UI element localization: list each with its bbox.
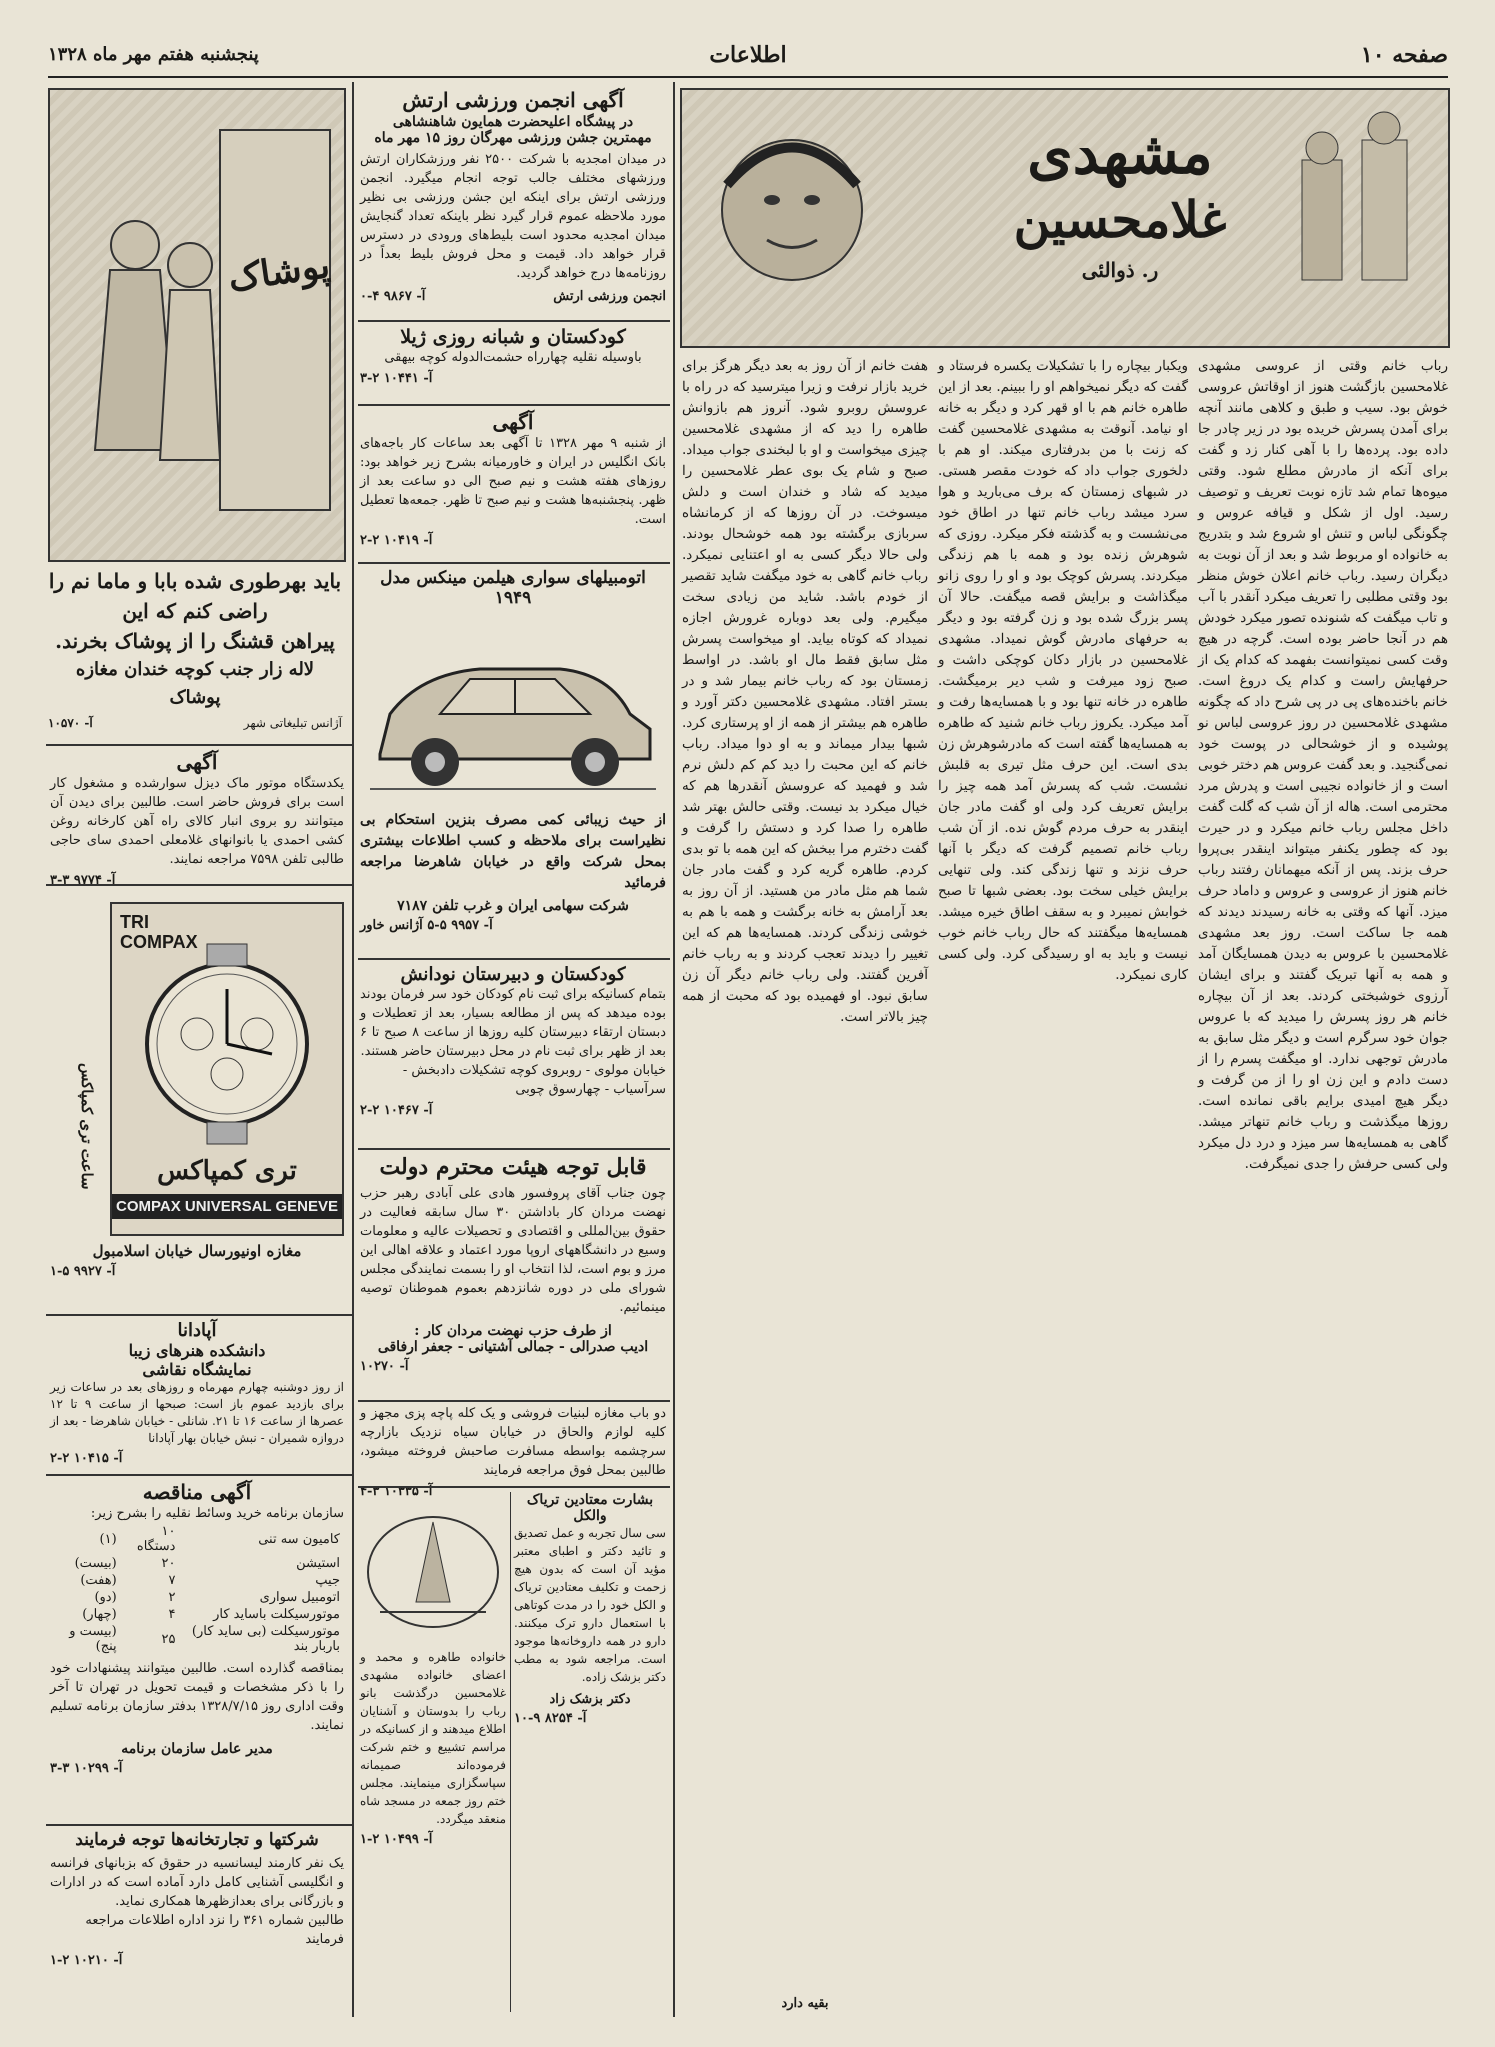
- car-illustration: [360, 614, 666, 804]
- tender-title: آگهی مناقصه: [142, 1480, 252, 1504]
- apadana-subtitle1: دانشکده هنرهای زیبا: [128, 1341, 266, 1360]
- divider: [46, 744, 352, 746]
- divider: [358, 1148, 670, 1150]
- pooshak-drawing: [50, 90, 344, 560]
- ad-government-body: چون جناب آقای پروفسور هادی علی آبادی رهبر حزب نهضت مردان کار باداشتن ۳۰ سال سابقه فعالیت در حقوق بین‌المللی و اقتصادی و تحصیلات عالیه و معلومات وسیع در دانشگاههای اروپا مورد اعتماد و علاقه اهالی این مرز و بوم است، لذا انتخاب او را بسمت نمایندگی مجلس شورای ملی در دوره شانزدهم بعموم هموطنان توصیه مینمائیم.: [360, 1186, 666, 1315]
- table-row: [50, 1623, 344, 1655]
- to-be-continued: بقیه دارد: [781, 1996, 829, 2011]
- ad-shop-body: دو باب مغازه لبنیات فروشی و یک کله پاچه پزی مجهز و کلیه لوازم والحاق در خیابان سیاه نزدیک بازارچه سرچشمه بواسطه مسافرت صاحبش فروخته میشود، طالبین بمحل فوق مراجعه فرمایند: [360, 1406, 666, 1478]
- divider: [46, 884, 352, 886]
- tender-item-note: (بیست): [74, 1556, 117, 1571]
- table-row: [50, 1555, 344, 1572]
- ad-nowdanesh-address: خیابان مولوی - روبروی کوچه تشکیلات دادبخش - سرآسیاب - چهارسوق چوبی: [402, 1063, 666, 1097]
- ad-car-code: آ- ۹۹۵۷ ۵-۵ آژانس خاور: [360, 918, 493, 933]
- ad-sports-subtitle: در پیشگاه اعلیحضرت همایون شاهنشاهی: [392, 114, 634, 130]
- ad-kindergarten-nowdanesh: [360, 964, 666, 1146]
- ad-shop-sale: [360, 1404, 666, 1499]
- table-row: [50, 1523, 344, 1555]
- ad-kindergarten-zhila: [360, 326, 666, 402]
- ad-government-code: آ- ۱۰۲۷۰: [360, 1359, 409, 1374]
- ad-tender: [50, 1480, 344, 1820]
- tender-item-note: (دو): [94, 1590, 117, 1605]
- story-title-line1: مشهدی: [1027, 119, 1213, 187]
- tender-item-qty: ۷: [168, 1573, 176, 1588]
- tender-item-note: (بیست و پنج): [69, 1624, 117, 1654]
- tender-table: [50, 1523, 344, 1655]
- tender-item-qty: ۲۵: [161, 1631, 176, 1647]
- column-rule: [352, 82, 354, 2017]
- tender-body: بمناقصه گذارده است. طالبین میتوانند پیشنهادات خود را با ذکر مشخصات و قیمت تحویل در تهران تا آخر وقت اداری روز ۱۳۲۸/۷/۱۵ بدفتر سازمان برنامه تسلیم نمایند.: [50, 1661, 344, 1733]
- ad-sports: [360, 88, 666, 318]
- watch-brand-top: TRI COMPAX: [120, 912, 198, 952]
- table-row: [50, 1589, 344, 1606]
- ad-obituary-body: خانواده طاهره و محمد و اعضای خانواده مشهدی غلامحسین درگذشت بانو رباب را بدوستان و آشنایان اطلاع میدهند و از کسانیکه در مراسم تشییع و ختم شرکت فرموده‌اند صمیمانه سپاسگزاری مینمایند. مجلس ختم روز جمعه در مسجد شاه منعقد میگردد.: [360, 1650, 506, 1826]
- ad-sports-code: آ- ۹۸۶۷ ۴-۰: [360, 289, 426, 304]
- divider: [46, 1824, 352, 1826]
- tender-item-name: کامیون سه تنی: [258, 1531, 340, 1547]
- ad-car-company: شرکت سهامی ایران و غرب تلفن ۷۱۸۷: [397, 898, 629, 914]
- column-rule: [510, 1492, 511, 2012]
- page-header: [48, 36, 1448, 78]
- tender-code: آ- ۱۰۲۹۹ ۳-۳: [50, 1761, 123, 1776]
- watch-illustration: [110, 902, 344, 1236]
- newspaper-name: اطلاعات: [709, 42, 787, 68]
- divider: [358, 562, 670, 564]
- ad-apadana: [50, 1320, 344, 1470]
- ad-government-title: قابل توجه هیئت محترم دولت: [379, 1154, 647, 1180]
- ad-obituary-code: آ- ۱۰۴۹۹ ۲-۱: [360, 1832, 433, 1847]
- apadana-code: آ- ۱۰۴۱۵ ۲-۲: [50, 1451, 123, 1466]
- pooshak-code: آ- ۱۰۵۷۰: [48, 716, 93, 730]
- ad-shop-code: آ- ۱۰۳۳۵ ۳-۴: [360, 1484, 433, 1499]
- issue-date: پنجشنبه هفتم مهر ماه ۱۳۲۸: [48, 44, 259, 65]
- tender-intro: سازمان برنامه خرید وسائط نقلیه را بشرح زیر:: [90, 1506, 344, 1521]
- car-drawing: [360, 614, 666, 804]
- ad-government-sig-title: از طرف حزب نهضت مردان کار :: [414, 1323, 612, 1339]
- table-row: [50, 1606, 344, 1623]
- companies-code: آ- ۱۰۲۱۰ ۲-۱: [50, 1953, 123, 1968]
- ad-zhila-body: باوسیله نقلیه چهارراه حشمت‌الدوله کوچه بیهقی: [384, 350, 642, 365]
- ad-sports-line: مهمترین جشن ورزشی مهرگان روز ۱۵ مهر ماه: [374, 130, 652, 146]
- ad-nowdanesh-body: بتمام کسانیکه برای ثبت نام کودکان خود سر فرمان بودند بوده میدهد که پس از مطالعه بسیار، بعد از تعطیلات و دبستان ارتقاء دبیرستان کلیه روزها از ساعت ۸ صبح تا ۶ بعد از ظهر برای ثبت نام در محل دبیرستان حاضر هستند.: [360, 987, 666, 1059]
- divider: [358, 1400, 670, 1402]
- ad-car-body: از حیث زیبائی کمی مصرف بنزین استحکام بی نظیراست برای ملاحظه و کسب اطلاعات بیشتری بمحل شرکت واقع در خیابان شاهرضا مراجعه فرمائید: [360, 812, 666, 891]
- tender-item-qty: ۴: [168, 1607, 176, 1622]
- ad-obituary: [360, 1492, 506, 2014]
- story-author: ر. ذوالئی: [1081, 258, 1159, 282]
- ad-sale-code: آ- ۹۷۷۴ ۳-۳: [50, 873, 116, 888]
- apadana-body: از روز دوشنبه چهارم مهرماه و روزهای بعد در ساعات زیر برای بازدید عموم باز است: صبحها از ساعت ۹ تا ۱۲ عصرها از ساعت ۱۶ تا ۲۱. شانلی - خیابان شاهرضا - بعد از دروازه شمیران - نبش خیابان بهار آپادانا: [50, 1380, 345, 1445]
- divider: [46, 1314, 352, 1316]
- emblem-drawing: [360, 1492, 506, 1642]
- ad-sports-body: در میدان امجدیه با شرکت ۲۵۰۰ نفر ورزشکاران ارتش ورزشهای مختلف جالب توجه انجام میگیرد. انجمن ورزشی ارتش برای اینکه این جشن ورزشی بی نظیر مورد ملاحظه عموم قرار گیرد نظر باینکه تعداد گنجایش میدان امجدیه محدود است بلیط‌های ورودی در دسترس قرار خواهد داد. قیمت و محل فروش بلیط بعداً در روزنامه‌ها درج خواهد گردید.: [360, 152, 666, 281]
- tender-item-name: اتومبیل سواری: [259, 1590, 340, 1605]
- tender-item-name: استیشن: [296, 1556, 340, 1571]
- tender-item-name: جیپ: [315, 1573, 340, 1588]
- ad-nowdanesh-title: کودکستان و دبیرستان نودانش: [400, 964, 626, 985]
- column-rule: [673, 82, 675, 2017]
- ad-sale-notice: [50, 750, 344, 888]
- ad-addiction-body: سی سال تجربه و عمل تصدیق و تائید دکتر و اطبای معتبر مؤید آن است که بدون هیچ زحمت و تکلیف معتادین تریاک و الکل خود را در مدت کوتاهی با استعمال دارو ترک میکنند. دارو در همه داروخانه‌ها موجود است. مراجعه شود به مطب دکتر بزشک زاده.: [514, 1526, 666, 1684]
- tender-signature: مدیر عامل سازمان برنامه: [121, 1741, 273, 1757]
- pooshak-headline1: باید بهرطوری شده بابا و ماما نم را راضی کنم که این: [48, 569, 342, 623]
- companies-title: شرکتها و تجارتخانه‌ها توجه فرمایند: [75, 1830, 319, 1850]
- story-column-1: رباب خانم وقتی از عروسی مشهدی غلامحسین بازگشت هنوز از اوقاتش عروسی خوش بود. سیب و طبق و کلاهی مانند آنچه برای آمدن پسرش خریده بود در زیر چادر جا داده بود. پرده‌ها را با آهی کنار زد و گفت برای آنکه از مادرش مطلع شود. وقتی میوه‌ها تمام شد تازه نوبت تعریف و توصیف رسید. اول از شکل و قیافه عروس و چگونگی لباس و تنش او شروع شد و بتدریج به خانواده او مربوط شد و بعد از آن نوبت به دیگران رسید. رباب خانم اعلان خوش منظر بود وقتی مطلبی را تعریف میکرد آنقدر با آب و تاب میگفت که شنونده تصور میکرد خودش هم در آنجا حاضر بوده است. گرچه در هیچ وقت کسی نمیتوانست بفهمد که کدام یک از حرفهایش راست و کدام یک دروغ است. خانم باخنده‌های پی در پی شرح داد که چگونه مشهدی غلامحسین در روز عروسی لباس نو پوشیده و از خوشحالی در پوست خود نمی‌گنجید. و بعد گفت عروس هم دختر خوبی است و از خانواده نجیبی است و پدرش مرد محترمی است. هاله از آن شب که گلت گفت داخل مجلس رباب خانم میکرد و در حیرت بود که چطور یکنفر میتواند اینقدر بی‌پروا حرف بزند. پس از آنکه میهمانان رفتند رباب خانم هنوز از عروسی و عروس و داماد حرف میزد. آنها که وقتی به خانه رسیدند دیدند که همه جا ساکت است. روز بعد مشهدی غلامحسین با عروس به دیدن همسایگان آمد و همه به آنها تبریک گفتند و برای ایشان آرزوی خوشبختی کردند. بعد از آن بیچاره خانم هر روز پسرش را میدید که با عروس جوان خود سرگرم است و دیگر مثل سابق به مادرش توجهی ندارد. او میگفت پسرم را از دست دادم و این زن او را از من گرفت و دیگر هیچ امیدی برایم باقی نمانده است. روزها میگذشت و رباب خانم تنهاتر میشد. گاهی به همسایه‌ها سر میزد و درد دل میکرد ولی کسی حرفش را جدی نمیگرفت.: [1198, 358, 1448, 1172]
- ad-sale-title: آگهی: [176, 750, 218, 774]
- ad-sale-body: یکدستگاه موتور ماک دیزل سوارشده و مشغول کار است برای فروش حاضر است. طالبین برای دیدن آن میتوانند رو بروی انبار کالای راه آهن کارخانه روغن کشی احمدی یا بانوانهای غلامعلی احمدی سای حاجی طالبی تلفن ۷۵۹۸ مراجعه نمایند.: [50, 776, 344, 867]
- divider: [358, 1486, 670, 1488]
- ad-nowdanesh-code: آ- ۱۰۴۶۷ ۲-۲: [360, 1103, 433, 1118]
- divider: [358, 958, 670, 960]
- tender-item-note: (چهار): [82, 1607, 117, 1622]
- ad-addiction-code: آ- ۸۲۵۴ ۹-۱۰: [514, 1711, 587, 1726]
- story-header: [680, 88, 1450, 348]
- ad-notice-title: آگهی: [492, 410, 534, 434]
- page-number: صفحه ۱۰: [1360, 42, 1448, 68]
- companies-contact: طالبین شماره ۳۶۱ را نزد اداره اطلاعات مراجعه فرمایند: [85, 1913, 344, 1947]
- apadana-subtitle2: نمایشگاه نقاشی: [142, 1360, 252, 1379]
- watch-shop: مغازه اونیورسال خیابان اسلامبول: [92, 1242, 302, 1260]
- companies-body: یک نفر کارمند لیسانسیه در حقوق که بزبانهای فرانسه و انگلیسی آشنایی کامل دارد آماده است که در ادارات و بازرگانی برای بعدازظهرها همکاری نماید.: [50, 1856, 344, 1909]
- pooshak-agency: آژانس تبلیغاتی شهر: [243, 716, 342, 730]
- ad-notice: [360, 410, 666, 560]
- ad-companies: [50, 1830, 344, 2014]
- divider: [358, 404, 670, 406]
- watch-code: آ- ۹۹۲۷ ۵-۱: [50, 1264, 116, 1279]
- story-column-3: هفت خانم از آن روز به بعد دیگر هرگز برای خرید بازار نرفت و زیرا میترسید که در راه با عروسش روبرو شود. آنروز هم بازوانش طاهره را دید که از مشهدی غلامحسین چیزی میخواست و او با لبخندی جواب میداد. صبح و شام یک بوی عطر غلامحسین را میدید که شاد و خندان است و دلش میسوخت. در آن روزها که از کرمانشاه سربازی برگشته بود همه خوشحال بودند. ولی حالا دیگر کسی به او اعتنایی نمیکرد. رباب خانم گاهی به خود میگفت شاید تقصیر از خودم باشد. شاید من زیادی سخت میگیرم. ولی بعد دوباره غرورش اجازه نمیداد که کوتاه بیاید. او میخواست پسرش مثل سابق فقط مال او باشد. در اواسط زمستان بود که رباب خانم بیمار شد و در بستر افتاد. مشهدی غلامحسین دکتر آورد و طاهره هم بیشتر از همه از او پرستاری کرد. شبها بیدار میماند و به او دوا میداد. رباب خانم که این محبت را دید کم کم دلش نرم شد و فهمید که عروسش آنقدرها هم که خیال میکرد بد نیست. وقتی حالش بهتر شد طاهره را صدا کرد و دستش را گرفت و گفت دخترم مرا ببخش که این همه با تو بدی کردم. طاهره گریه کرد و گفت مادر جان شما هم مثل مادر من هستید. از آن روز به بعد آرامش به خانه برگشت و همه با هم به خوشی زندگی کردند. همسایه‌ها هم که این تغییر را دیدند تعجب کردند و به رباب خانم آفرین گفتند. ولی رباب خانم دیگر آن زن سابق نبود. او فهمیده بود که محبت از همه چیز بالاتر است.: [682, 358, 928, 1025]
- ad-zhila-code: آ- ۱۰۴۴۱ ۲-۳: [360, 371, 433, 386]
- ad-addiction-signature: دکتر بزشک زاد: [549, 1692, 631, 1707]
- tender-item-qty: ۲۰: [161, 1556, 176, 1571]
- watch-side-text: ساعت تری کمپاکس: [78, 1063, 96, 1190]
- ad-sports-title: آگهی انجمن ورزشی ارتش: [402, 88, 624, 112]
- divider: [358, 320, 670, 322]
- ad-car-title: اتومبیلهای سواری هیلمن مینکس مدل ۱۹۴۹: [380, 568, 646, 608]
- table-row: [50, 1572, 344, 1589]
- story-title-line2: غلامحسین: [1013, 190, 1227, 249]
- tender-item-note: (۱): [99, 1531, 117, 1547]
- divider: [46, 1474, 352, 1476]
- ad-addiction: [514, 1492, 666, 2014]
- obituary-emblem: [360, 1492, 506, 1642]
- tender-item-name: موتورسیکلت (بی ساید کار) باربار بند: [191, 1624, 340, 1654]
- tender-item-qty: ۲: [168, 1590, 176, 1605]
- ad-zhila-title: کودکستان و شبانه روزی ژیلا: [400, 326, 626, 348]
- story-column-2: ویکبار بیچاره را با تشکیلات یکسره فرستاد و گفت که دیگر نمیخواهم او را ببینم. بعد از این طاهره خانم هم با او قهر کرد و دیگر به خانه او نیامد. آنوقت به مشهدی غلامحسین گفت که زنت با من بدرفتاری میکند. او هم با دلخوری جواب داد که خودت مقصر هستی. در شبهای زمستان که برف می‌بارید و هوا سرد میشد رباب خانم تنها در اطاق خود می‌نشست و به گذشته فکر میکرد. روزی که شوهرش زنده بود و همه با هم زندگی میکردند. پسرش کوچک بود و او را روی زانو میگذاشت و برایش قصه میگفت. حالا آن پسر بزرگ شده بود و زن گرفته بود و دیگر به حرفهای مادرش گوش نمیداد. مشهدی غلامحسین در بازار دکان کوچکی داشت و صبح زود میرفت و شب دیر برمیگشت. طاهره در خانه تنها بود و با همسایه‌ها رفت و آمد میکرد. یکروز رباب خانم شنید که طاهره به همسایه‌ها گفته است که مادرشوهرش زن بدی است. این حرف مثل تیری به قلبش نشست. شب که پسرش آمد همه چیز را برایش تعریف کرد ولی او گفت مادر جان اینقدر به حرف مردم گوش نده. از آن شب رباب خانم تصمیم گرفت که دیگر با آنها حرف نزند و تنها زندگی کند. ولی تنهایی برایش خیلی سخت بود. بعضی شبها تا صبح خوابش نمیبرد و به سقف اطاق خیره میشد. همسایه‌ها میگفتند که حال رباب خانم خوب نیست و باید به او رسیدگی کرد. ولی کسی کاری نمیکرد.: [938, 358, 1188, 983]
- ad-sports-org: انجمن ورزشی ارتش: [553, 289, 666, 304]
- pooshak-illustration: [48, 88, 346, 562]
- tender-item-note: (هفت): [80, 1573, 117, 1588]
- pooshak-sign: پوشاک: [225, 243, 333, 300]
- tender-item-qty: ۱۰ دستگاه: [136, 1524, 176, 1554]
- pooshak-headline2: پیراهن قشنگ را از پوشاک بخرند.: [55, 629, 335, 653]
- ad-notice-body: از شنبه ۹ مهر ۱۳۲۸ تا آگهی بعد ساعات کار باجه‌های بانک انگلیس در ایران و خاورمیانه بشرح زیر خواهد بود: روزهای هفته هشت و نیم صبح الی دو ساعت بعد از ظهر. پنجشنبه‌ها هشت و نیم صبح تا ظهر. جمعه‌ها تعطیل است.: [360, 436, 666, 527]
- ad-notice-code: آ- ۱۰۴۱۹ ۲-۲: [360, 533, 433, 548]
- ad-government-signatures: ادیب صدرالی - جمالی آشتیانی - جعفر ارفاقی: [377, 1339, 649, 1355]
- apadana-title: آپادانا: [177, 1320, 217, 1341]
- ad-watch: [50, 890, 344, 1310]
- ad-car: [360, 568, 666, 956]
- ad-government: [360, 1154, 666, 1398]
- tender-item-name: موتورسیکلت باساید کار: [213, 1607, 340, 1622]
- ad-addiction-title: بشارت معتادین تریاک والکل: [526, 1492, 654, 1524]
- pooshak-address: لاله زار جنب کوچه خندان مغازه پوشاک: [75, 659, 315, 708]
- ad-pooshak: [48, 88, 346, 740]
- watch-brand: COMPAX UNIVERSAL GENEVE: [112, 1194, 342, 1219]
- watch-persian-name: تری کمپاکس: [157, 1156, 297, 1186]
